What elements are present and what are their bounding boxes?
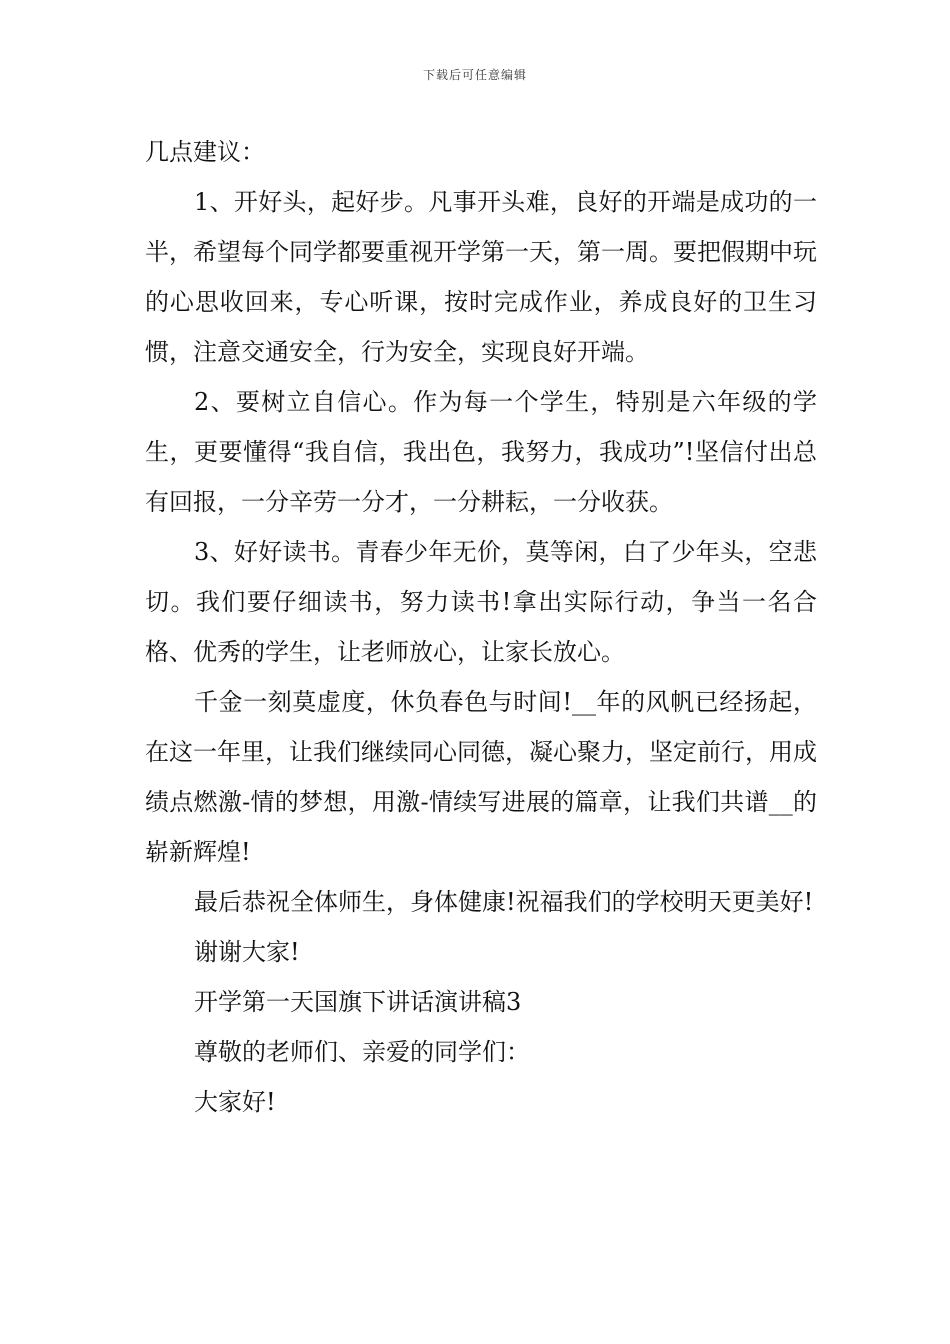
page-header: 下载后可任意编辑: [422, 68, 527, 82]
paragraph-suggestion-3: 3、好好读书。青春少年无价，莫等闲，白了少年头，空悲切。我们要仔细读书，努力读书!拿出实际行动，争当一名合格、优秀的学生，让老师放心，让家长放心。: [145, 538, 817, 666]
speech-title: 开学第一天国旗下讲话演讲稿3: [194, 988, 522, 1016]
paragraph-wishes: 最后恭祝全体师生，身体健康!祝福我们的学校明天更美好!: [194, 888, 814, 916]
paragraph-suggestion-1: 1、开好头，起好步。凡事开头难，良好的开端是成功的一半，希望每个同学都要重视开学第一天，第一周。要把假期中玩的心思收回来，专心听课，按时完成作业，养成良好的卫生习惯，注意交通安全，行为安全，实现良好开端。: [145, 188, 817, 366]
paragraph-closing: 千金一刻莫虚度，休负春色与时间!__年的风帆已经扬起，在这一年里，让我们继续同心同德，凝心聚力，坚定前行，用成绩点燃激-情的梦想，用激-情续写进展的篇章，让我们共谱__的崭新辉煌!: [145, 688, 817, 866]
paragraph-greeting: 大家好!: [194, 1088, 276, 1116]
paragraph-suggestion-2: 2、要树立自信心。作为每一个学生，特别是六年级的学生，更要懂得“我自信，我出色，我努力，我成功”!坚信付出总有回报，一分辛劳一分才，一分耕耘，一分收获。: [145, 388, 817, 516]
document-body: [145, 127, 817, 1127]
paragraph-suggestions-heading: 几点建议：: [145, 138, 265, 166]
paragraph-thanks: 谢谢大家!: [194, 938, 300, 966]
paragraph-salutation: 尊敬的老师们、亲爱的同学们：: [194, 1038, 530, 1066]
